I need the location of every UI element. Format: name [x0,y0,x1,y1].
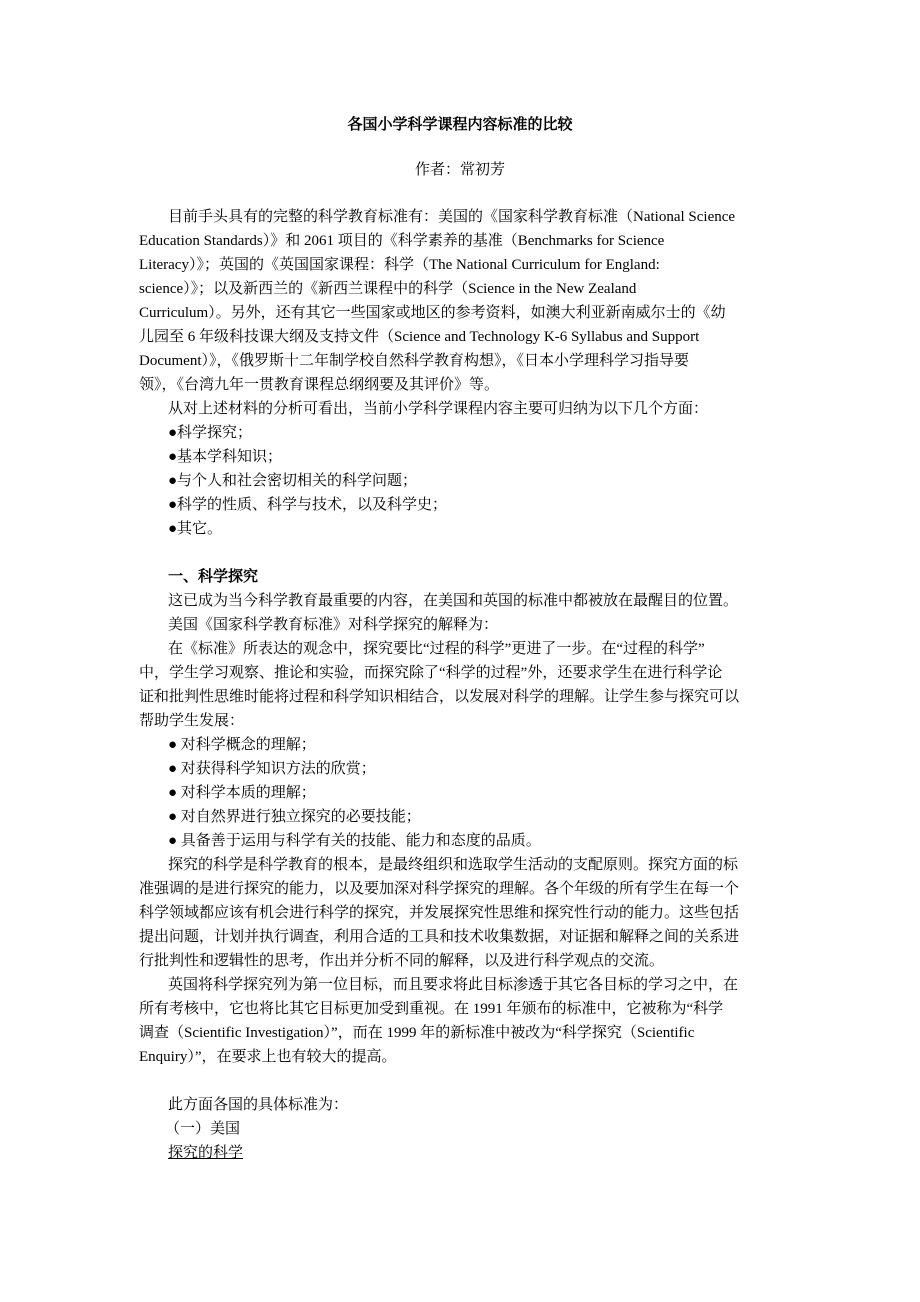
text-line: 行批判性和逻辑性的思考，作出并分析不同的解释，以及进行科学观点的交流。 [139,953,665,969]
paragraph: 此方面各国的具体标准为： [168,1097,349,1113]
text-line: science）》；以及新西兰的《新西兰课程中的科学（Science in the New Zealand [139,281,637,297]
text-line: 目前手头具有的完整的科学教育标准有：美国的《国家科学教育标准（National Science [168,209,736,225]
subsection-heading: （一）美国 [165,1121,241,1137]
section-heading: 一、科学探究 [168,569,259,585]
paragraph-standards [139,205,804,397]
paragraph: 美国《国家科学教育标准》对科学探究的解释为： [168,617,499,633]
text-line: 在《标准》所表达的观念中，探究要比“过程的科学”更进了一步。在“过程的科学” [168,641,705,657]
paragraph-standard-quote [139,637,804,733]
paragraph-uk [139,973,804,1069]
text-line: Education Standards）》和 2061 项目的《科学素养的基准（Benchmarks for Science [139,233,665,249]
list-item: ● 对自然界进行独立探究的必要技能； [168,809,421,825]
text-line: 英国将科学探究列为第一位目标，而且要求将此目标渗透于其它各目标的学习之中，在 [168,977,739,993]
development-list [139,733,804,853]
paragraph-analysis: 从对上述材料的分析可看出，当前小学科学课程内容主要可归纳为以下几个方面： [168,401,709,417]
paragraph: 这已成为当今科学教育最重要的内容，在美国和英国的标准中都被放在最醒目的位置。 [168,593,739,609]
paragraph-inquiry [139,853,804,973]
subsection-title: 探究的科学 [168,1145,244,1161]
list-item: ●与个人和社会密切相关的科学问题； [168,473,418,489]
document-title: 各国小学科学课程内容标准的比较 [347,117,573,133]
document-author: 作者：常初芳 [414,162,505,178]
text-line: 准强调的是进行探究的能力，以及要加深对科学探究的理解。各个年级的所有学生在每一个 [139,881,740,897]
text-line: 帮助学生发展： [139,713,245,729]
document-body [139,205,804,1165]
list-item: ●科学的性质、科学与技术，以及科学史； [168,497,448,513]
text-line: Curriculum）。另外，还有其它一些国家或地区的参考资料，如澳大利亚新南威尔士的《幼 [139,305,726,321]
text-line: Enquiry）”，在要求上也有较大的提高。 [139,1049,397,1065]
list-item: ● 具备善于运用与科学有关的技能、能力和态度的品质。 [168,833,541,849]
text-line: 儿园至 6 年级科技课大纲及支持文件（Science and Technology K-6 Syllabus and Support [139,329,700,345]
text-line: 领》，《台湾九年一贯教育课程总纲纲要及其评价》等。 [139,377,500,393]
text-line: Literacy）》；英国的《英国国家课程：科学（The National Curriculum for England: [139,257,660,273]
text-line: 科学领域都应该有机会进行科学的探究，并发展探究性思维和探究性行动的能力。这些包括 [139,905,740,921]
list-item: ● 对获得科学知识方法的欣赏； [168,761,376,777]
text-line: 所有考核中，它也将比其它目标更加受到重视。在 1991 年颁布的标准中，它被称为“科学 [139,1001,724,1017]
text-line: Document）》，《俄罗斯十二年制学校自然科学教育构想》，《日本小学理科学习指导要 [139,353,689,369]
list-item: ●科学探究； [168,425,253,441]
list-item: ● 对科学本质的理解； [168,785,316,801]
list-item: ●其它。 [168,521,223,537]
list-item: ●基本学科知识； [168,449,283,465]
content-aspects-list [139,421,804,541]
list-item: ● 对科学概念的理解； [168,737,316,753]
text-line: 中，学生学习观察、推论和实验，而探究除了“科学的过程”外，还要求学生在进行科学论 [139,665,723,681]
text-line: 调查（Scientific Investigation）”，而在 1999 年的新标准中被改为“科学探究（Scientific [139,1025,695,1041]
text-line: 证和批判性思维时能将过程和科学知识相结合，以发展对科学的理解。让学生参与探究可以 [139,689,740,705]
text-line: 提出问题，计划并执行调查，利用合适的工具和技术收集数据，对证据和解释之间的关系进 [139,929,740,945]
text-line: 探究的科学是科学教育的根本，是最终组织和选取学生活动的支配原则。探究方面的标 [168,857,739,873]
